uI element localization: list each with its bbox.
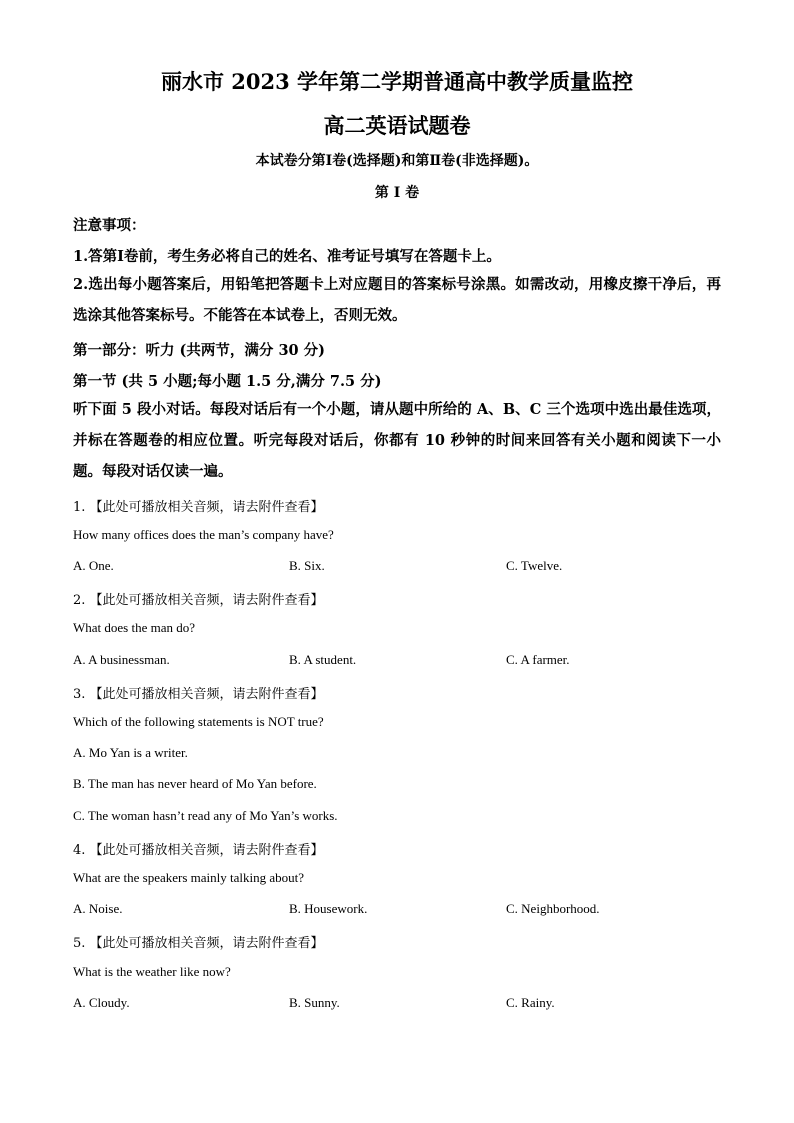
question-4-audio-note: 4. 【此处可播放相关音频，请去附件查看】 (73, 843, 324, 858)
question-1-option-c: C. Twelve. (506, 558, 563, 573)
question-3-option-a: A. Mo Yan is a writer. (73, 745, 188, 760)
volume-label: 第 Ⅰ 卷 (374, 185, 420, 201)
question-2-option-c: C. A farmer. (506, 652, 570, 667)
part1-heading: 第一部分：听力 (共两节，满分 30 分) (73, 342, 326, 359)
question-2-audio-note: 2. 【此处可播放相关音频，请去附件查看】 (73, 593, 324, 608)
question-3-option-b: B. The man has never heard of Mo Yan before. (73, 776, 317, 791)
section1-heading: 第一节 (共 5 小题;每小题 1.5 分,满分 7.5 分) (73, 373, 382, 390)
question-5-option-a: A. Cloudy. (73, 995, 130, 1010)
question-4-option-c: C. Neighborhood. (506, 901, 600, 916)
question-4-option-b: B. Housework. (289, 901, 368, 916)
question-4-text: What are the speakers mainly talking about? (73, 870, 305, 885)
section1-instructions: 听下面 5 段小对话。每段对话后有一个小题，请从题中所给的 A、B、C 三个选项中选出最佳选项，并标在答题卷的相应位置。听完每段对话后，你都有 10 秒钟的时间来回答有关小题和阅读下一小题。每段对话仅读一遍。 (73, 401, 721, 480)
question-3-option-c: C. The woman hasn’t read any of Mo Yan’s works. (73, 808, 338, 823)
question-1-audio-note: 1. 【此处可播放相关音频，请去附件查看】 (73, 500, 324, 515)
notes-item-2: 2.选出每小题答案后，用铅笔把答题卡上对应题目的答案标号涂黑。如需改动，用橡皮擦干净后，再选涂其他答案标号。不能答在本试卷上，否则无效。 (73, 276, 721, 324)
question-2-option-b: B. A student. (289, 652, 357, 667)
question-2-option-a: A. A businessman. (73, 652, 170, 667)
question-5-option-c: C. Rainy. (506, 995, 555, 1010)
notes-heading: 注意事项： (73, 217, 146, 234)
notes-item-1: 1.答第Ⅰ卷前，考生务必将自己的姓名、准考证号填写在答题卡上。 (73, 248, 501, 265)
question-1-option-b: B. Six. (289, 558, 325, 573)
question-5-audio-note: 5. 【此处可播放相关音频，请去附件查看】 (73, 936, 324, 951)
exam-subtitle: 高二英语试题卷 (323, 113, 471, 138)
question-2-text: What does the man do? (73, 620, 196, 635)
question-1-text: How many offices does the man’s company have? (73, 527, 334, 542)
question-1-option-a: A. One. (73, 558, 114, 573)
question-5-option-b: B. Sunny. (289, 995, 340, 1010)
question-4-option-a: A. Noise. (73, 901, 123, 916)
question-5-text: What is the weather like now? (73, 964, 231, 979)
question-3-audio-note: 3. 【此处可播放相关音频，请去附件查看】 (73, 687, 324, 702)
exam-title: 丽水市 2023 学年第二学期普通高中教学质量监控 (160, 69, 634, 94)
question-3-text: Which of the following statements is NOT true? (73, 714, 324, 729)
structure-note: 本试卷分第Ⅰ卷(选择题)和第Ⅱ卷(非选择题)。 (255, 153, 539, 169)
